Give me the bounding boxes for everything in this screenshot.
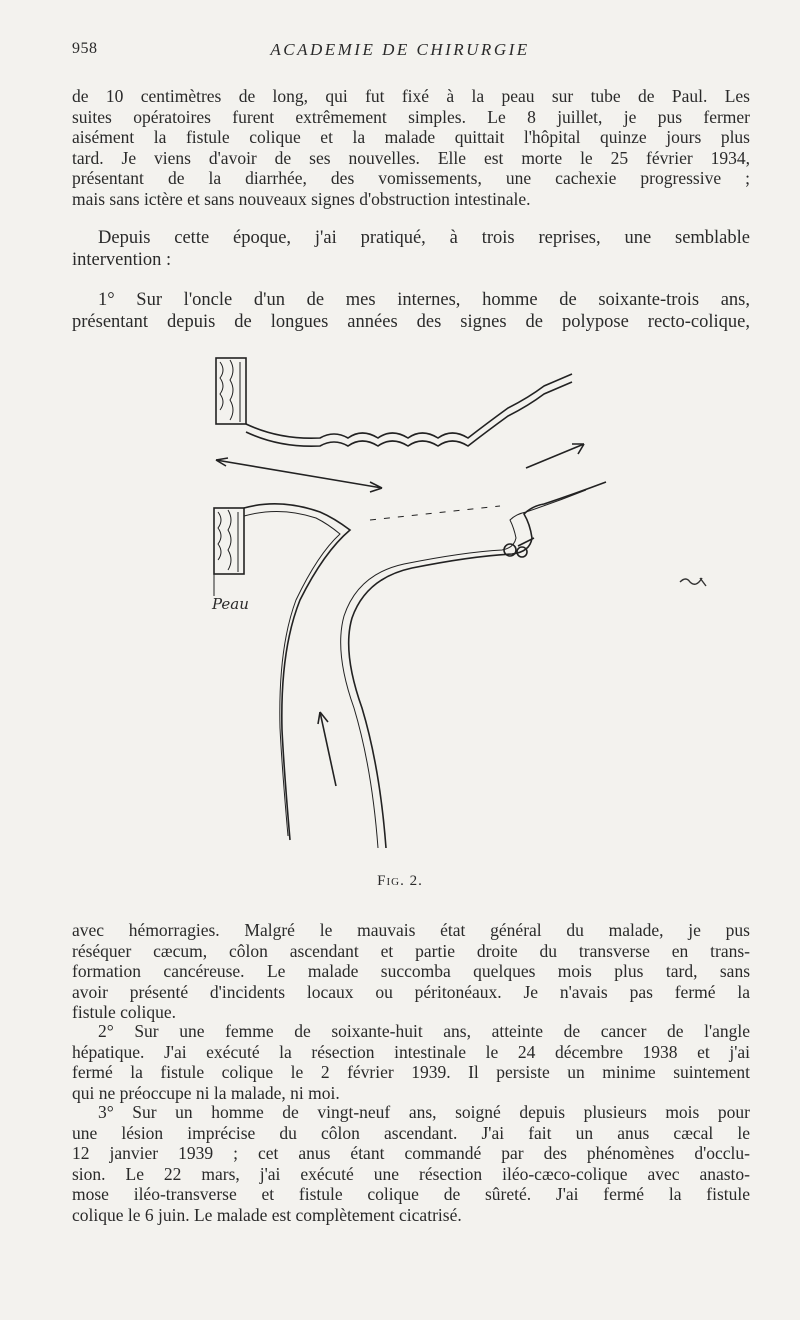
ileum-left-inner-wall xyxy=(244,511,340,836)
text-line: fermé la fistule colique le 2 février 1939. Il persiste un minime suintement xyxy=(72,1062,750,1082)
stray-mark xyxy=(676,572,716,597)
text-line: 12 janvier 1939 ; cet anus étant commandé par des phénomènes d'occlu- xyxy=(72,1143,750,1163)
wall-hatching-upper xyxy=(220,360,240,422)
paragraph-2 xyxy=(72,227,750,271)
intestine-diagram xyxy=(200,352,620,852)
ileum-right-inner-wall xyxy=(341,490,586,848)
ileum-right-wall xyxy=(349,482,606,848)
figure-caption-text: Fig. 2. xyxy=(377,873,423,889)
text-line: mais sans ictère et sans nouveaux signes d'obstruction intestinale. xyxy=(72,188,531,209)
text-line: 1° Sur l'oncle d'un de mes internes, homme de soixante-trois ans, xyxy=(98,290,750,310)
abdominal-wall-lower xyxy=(214,508,244,574)
paragraph-6 xyxy=(72,1102,750,1225)
paragraph-5 xyxy=(72,1021,750,1103)
text-line: présentant de la diarrhée, des vomissements, une cachexie progressive ; xyxy=(72,168,750,188)
text-line: qui ne préoccupe ni la malade, ni moi. xyxy=(72,1082,340,1103)
abdominal-wall-upper xyxy=(216,358,246,424)
text-line: Depuis cette époque, j'ai pratiqué, à trois reprises, une semblable xyxy=(98,228,750,248)
paragraph-4 xyxy=(72,920,750,1023)
anastomosis-dashed-line xyxy=(370,506,500,520)
text-line: avoir présenté d'incidents locaux ou péritonéaux. Je n'avais pas fermé la xyxy=(72,981,750,1002)
text-line: tard. Je viens d'avoir de ses nouvelles. Elle est morte le 25 février 1934, xyxy=(72,147,750,168)
anatomical-figure xyxy=(200,352,620,852)
text-line: formation cancéreuse. Le malade succomba quelques mois plus tard, sans xyxy=(72,961,750,981)
text-line: 3° Sur un homme de vingt-neuf ans, soigné depuis plusieurs mois pour xyxy=(98,1102,750,1122)
text-line: de 10 centimètres de long, qui fut fixé à la peau sur tube de Paul. Les xyxy=(72,86,750,106)
text-line: suites opératoires furent extrêmement simples. Le 8 juillet, je pus fermer xyxy=(72,106,750,127)
wall-hatching-lower xyxy=(218,510,238,572)
text-line: une lésion imprécise du côlon ascendant. J'ai fait un anus cæcal le xyxy=(72,1122,750,1143)
ileum-left-wall xyxy=(244,504,350,840)
figure-label-peau: Peau xyxy=(212,595,249,613)
text-line: aisément la fistule colique et la malade quittait l'hôpital quinze jours plus xyxy=(72,127,750,147)
paragraph-1 xyxy=(72,86,750,209)
paragraph-3 xyxy=(72,289,750,333)
flow-arrow-up xyxy=(320,712,336,786)
text-line: mose iléo-transverse et fistule colique de sûreté. J'ai fermé la fistule xyxy=(72,1184,750,1204)
page-number: 958 xyxy=(72,40,98,57)
text-line: fistule colique. xyxy=(72,1002,177,1022)
text-line: hépatique. J'ai exécuté la résection intestinale le 24 décembre 1938 et j'ai xyxy=(72,1041,750,1062)
text-line: avec hémorragies. Malgré le mauvais état général du malade, je pus xyxy=(72,920,750,940)
text-line: colique le 6 juin. Le malade est complètement cicatrisé. xyxy=(72,1204,462,1225)
text-line: réséquer cæcum, côlon ascendant et partie droite du transverse en trans- xyxy=(72,940,750,961)
flow-arrow-right xyxy=(526,444,584,468)
stray-mark-glyph xyxy=(676,572,716,592)
text-line: sion. Le 22 mars, j'ai exécuté une résection iléo-cæco-colique avec anasto- xyxy=(72,1163,750,1184)
text-line: 2° Sur une femme de soixante-huit ans, atteinte de cancer de l'angle xyxy=(98,1021,750,1041)
running-head: ACADEMIE DE CHIRURGIE xyxy=(270,40,530,59)
double-arrow xyxy=(216,460,382,488)
colon-upper-outer-wall xyxy=(246,374,572,438)
text-line: présentant depuis de longues années des signes de polypose recto-colique, xyxy=(72,312,750,332)
text-line: intervention : xyxy=(72,250,172,270)
figure-caption xyxy=(0,873,800,890)
